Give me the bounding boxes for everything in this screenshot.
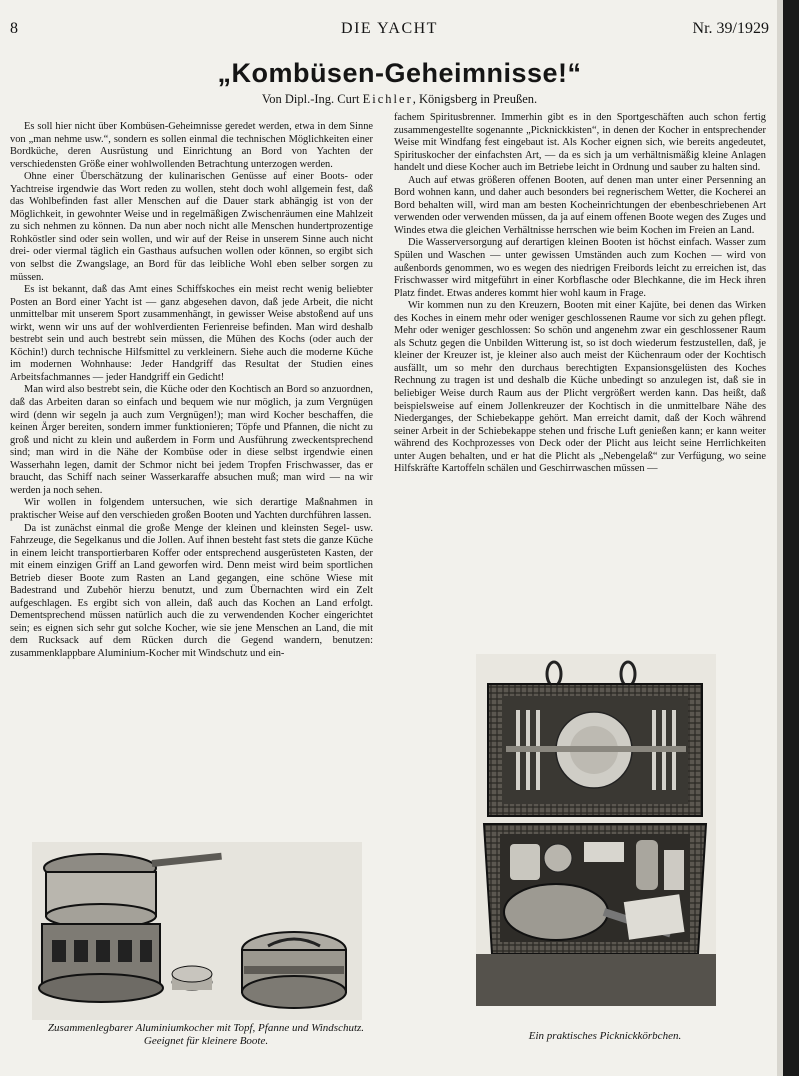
article-title: „Kombüsen-Geheimnisse!“: [217, 58, 582, 88]
author-name: Eichler: [362, 92, 413, 106]
byline-prefix: Von Dipl.-Ing. Curt: [261, 92, 363, 106]
right-figure-caption: Ein praktisches Picknickkörbchen.: [528, 1030, 682, 1042]
aluminium-stove-illustration: [32, 842, 362, 1020]
scan-edge: [783, 0, 799, 1076]
paragraph: Es soll hier nicht über Kombüsen-Geheimnisse geredet werden, etwa in dem Sinne von „man nehme usw.“, sondern es sollen einmal die technischen Möglichkeiten einer Bordküche, deren Ausrüstung und Einrichtung an Bord von Yachten der verschiedensten Größe einer wohlwollenden Betrachtung unterzogen werden.: [10, 121, 373, 170]
paragraph: Man wird also bestrebt sein, die Küche oder den Kochtisch an Bord so anzuordnen, daß das Arbeiten daran so einfach und bequem wie nur möglich, ja zum Vergnügen wird (denn wir segeln ja auch zum Vergnügen!); man wird Kocher beschaffen, die keinen Ärger bereiten, sondern immer funktionieren; Töpfe und Pfannen, die nicht zu groß und nicht zu klein und außerdem in Form und Ausführung zweckentsprechend sind; man wird in die Nähe der Kombüse oder in diese selbst irgendwie einen Wasserhahn legen, damit der Schmor nicht bei jedem Tropfen Frischwasser, das er braucht, das Schiff nach seiner Wasserkaraffe absuchen muß; man wird — na wir werden ja noch sehen.: [10, 384, 373, 496]
byline-suffix: , Königsberg in Preußen.: [412, 92, 538, 106]
left-figure-caption: Zusammenlegbarer Aluminiumkocher mit Topf, Pfanne und Windschutz. Geeignet für kleinere Boote.: [47, 1022, 365, 1047]
picnic-basket-illustration: [476, 654, 716, 1006]
paragraph: Ohne einer Überschätzung der kulinarischen Genüsse auf einer Boots- oder Yachtreise irgendwie das Wort reden zu wollen, steht doch wohl allgemein fest, daß das Wohlbefinden fast aller Menschen auf die Dauer stark abhängig ist von der Möglichkeit, in gewohnter Weise und in regelmäßigen Zwischenräumen eine Mahlzeit zu sich nehmen zu können. Da nun aber noch nicht alle Menschen hundertprozentige Rohköstler sind oder sein wollen, und wir auf der Reise in unserem Sinne auch nicht drei- oder viermal täglich ein Gasthaus aufsuchen wollen oder können, so ergibt sich von selbst die Zwangslage, an Bord für das leibliche Wohl eben selber sorgen zu müssen.: [10, 171, 373, 283]
right-text-column: [394, 112, 766, 646]
issue-number: Nr. 39/1929: [692, 20, 769, 37]
aluminium-stove-photo: [32, 842, 362, 1020]
paragraph: Wir kommen nun zu den Kreuzern, Booten mit einer Kajüte, bei denen das Wirken des Koches in einem mehr oder weniger geschlossenen Raume vor sich zu gehen pflegt. Mehr oder weniger geschlossen: So schön und angenehm zwar ein geschlossener Raum als Schutz gegen die Unbilden Witterung ist, so ist doch wiederum festzustellen, daß, je kleiner der Kreuzer ist, je kleiner also auch meist der Küchenraum oder der Kochtisch ausfällt, um so mehr den durchaus berechtigten Expansionsgelüsten des Koches Rechnung zu tragen ist und deshalb die Küche unbedingt so anzulegen ist, daß sie in beliebiger Weise durch Raum aus der Plicht vergrößert werden kann. Das heißt, daß beispielsweise auf einem Jollenkreuzer der Kochtisch in die unmittelbare Nähe des Niederganges, der Schiebekappe gehört. Man erreicht damit, daß der Koch während seiner Arbeit in der Schiebekappe stehen und frische Luft genießen kann; er kann weiter während des Kochprozesses von Deck oder der Plicht aus leicht seine Herrlichkeiten unter Augen behalten, und er hat die Plicht als „Nebengelaß“ zur Verfügung, wo seine Hilfskräfte Kartoffeln schälen und Geschirrwaschen müssen —: [394, 300, 766, 475]
article-byline: [0, 92, 799, 107]
picnic-basket-photo: [476, 654, 716, 1006]
paragraph: Es ist bekannt, daß das Amt eines Schiffskoches ein meist recht wenig beliebter Posten an Bord einer Yacht ist — ganz abgesehen davon, daß jede Arbeit, die nicht unmittelbar mit unserem Sport zusammenhängt, in gewisser Weise abstoßend auf uns wirkt, wenn wir uns auf der wohlverdienten Ferienreise befinden. Man wird deshalb bestrebt sein und auch bestrebt sein müssen, die Mühen des Kochs (oder auch der Köchin!) durch technische Hilfsmittel zu verkleinern. Siehe auch die moderne Küche im modernen Wohnhause: Jeder Handgriff das Resultat der Studien eines Arbeitsfachmannes — jeder Handgriff ein Gedicht!: [10, 284, 373, 383]
paragraph: Die Wasserversorgung auf derartigen kleinen Booten ist höchst einfach. Wasser zum Spülen und Waschen — unter gewissen Umständen auch zum Kochen — wird von außenbords genommen, wo es wegen des niedrigen Freibords leicht zu erreichen ist, das Frischwasser wird mitgeführt in einer Korbflasche oder Blechkanne, die im Heck ihren Platz findet. Etwas anderes kommt hier wohl kaum in Frage.: [394, 237, 766, 299]
page-number: 8: [10, 20, 18, 37]
paragraph: Auch auf etwas größeren offenen Booten, auf denen man unter einer Persenning an Bord wohnen kann, und daher auch besonders bei regnerischem Wetter, die Kocherei an Bord behalten will, wird man am besten Kocheinrichtungen der ebenbeschriebenen Art verwenden oder verwenden müssen, da ja auf einem offenen Boote wegen des Zuges und Windes etwa die gleichen Verhältnisse herrschen wie beim Kochen im Freien an Land.: [394, 174, 766, 236]
magazine-name: DIE YACHT: [341, 20, 438, 37]
paragraph: fachem Spiritusbrenner. Immerhin gibt es in den Sportgeschäften auch schon fertig zusammengestellte sogenannte „Picknickkisten“, in denen der Kocher in entsprechender Weise mit Windfang fest eingebaut ist. Als Kocher eignen sich, wie bereits angedeutet, Spirituskocher der einfachsten Art, — da es sich ja um verhältnismäßig kleine Anlagen handelt und diese Kocher auch im Betriebe leicht in Ordnung und sauber zu halten sind.: [394, 112, 766, 174]
paragraph: Da ist zunächst einmal die große Menge der kleinen und kleinsten Segel- usw. Fahrzeuge, die Segelkanus und die Jollen. Auf ihnen besteht fast stets die ganze Küche in einem leicht transportierbaren Koffer oder entsprechend ausgerüsteten Kasten, der mit einem einzigen Griff an Land geworfen wird. Denn meist wird beim sportlichen Betrieb dieser Boote zum Rasten an Land gegangen, eine schöne Wiese mit Badestrand und Zubehör hierzu benutzt, und zum Übernachten wird ein Zelt aufgeschlagen. Es ergibt sich von allein, daß auch das Kochen an Land erfolgt. Dementsprechend müssen natürlich auch die zu verwendenden Kocher eingerichtet sein; es eignen sich sehr gut solche Kocher, wie sie jene Menschen an Land, die mit dem Rucksack auf dem Rücken durch die Gegend wandern, benutzen: zusammenklappbare Aluminium-Kocher mit Windschutz und ein-: [10, 522, 373, 659]
left-text-column: [10, 121, 373, 835]
running-header: [10, 20, 769, 42]
paragraph: Wir wollen in folgendem untersuchen, wie sich derartige Maßnahmen in praktischer Weise auf den verschieden großen Booten und Yachten durchführen lassen.: [10, 497, 373, 521]
